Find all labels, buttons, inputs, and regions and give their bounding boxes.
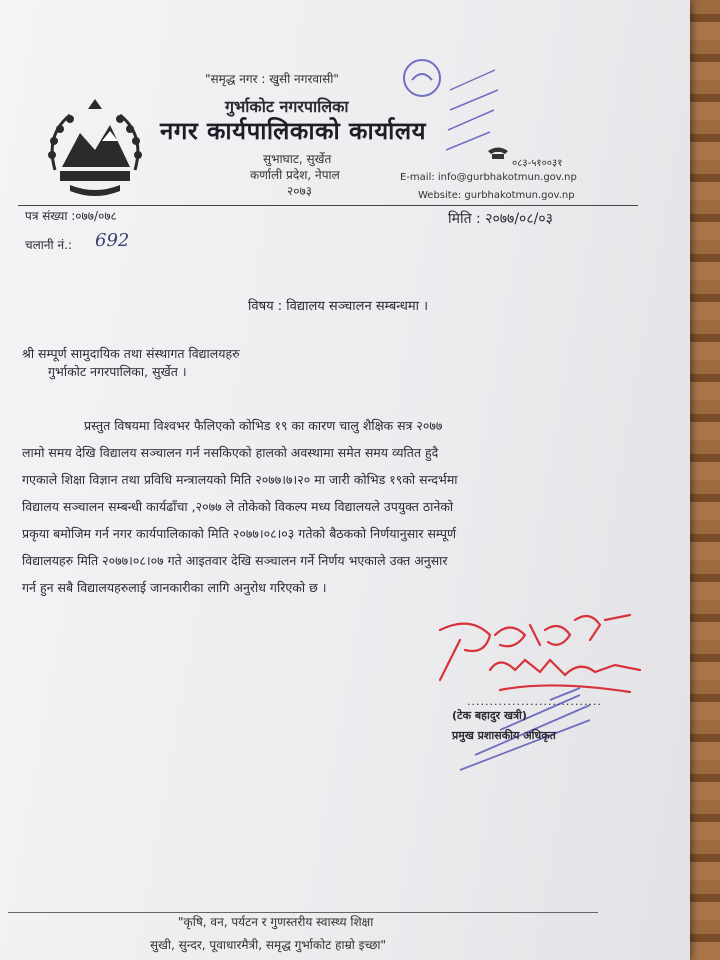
municipality-slogan: "समृद्ध नगर : खुसी नगरवासी": [205, 72, 339, 86]
address-line-1: सुभाघाट, सुर्खेत: [263, 152, 332, 166]
recipient-line-2: गुर्भाकोट नगरपालिका, सुर्खेत ।: [48, 364, 187, 379]
letter-body: [22, 412, 582, 601]
body-line: गर्न हुन सबै विद्यालयहरुलाई जानकारीका लागि अनुरोध गरिएको छ ।: [22, 580, 327, 595]
letter-reference-number: पत्र संख्या :०७७/०७८: [25, 209, 117, 223]
letter-subject: विषय : विद्यालय सञ्चालन सम्बन्धमा ।: [248, 299, 429, 314]
address-line-3: २०७३: [287, 184, 312, 198]
footer-slogan-line-2: सुखी, सुन्दर, पूवाधारमैत्री, समृद्ध गुर्भाकोट हाम्रो इच्छा": [150, 938, 387, 952]
recipient-line-1: श्री सम्पूर्ण सामुदायिक तथा संस्थागत विद्यालयहरु: [22, 346, 240, 361]
letter-date: मिति : २०७७/०८/०३: [448, 211, 553, 227]
footer-slogan-line-1: "कृषि, वन, पर्यटन र गुणस्तरीय स्वास्थ्य शिक्षा: [178, 915, 374, 929]
email-address: E-mail: info@gurbhakotmun.gov.np: [400, 172, 577, 183]
office-title: नगर कार्यपालिकाको कार्यालय: [160, 117, 427, 145]
dispatch-number-label: चलानी नं.:: [25, 238, 72, 252]
signatory-name: (टेक बहादुर खत्री): [452, 709, 527, 722]
municipality-stamp-top: [390, 50, 500, 170]
body-line: प्रकृया बमोजिम गर्न नगर कार्यपालिकाको मिति २०७७।०८।०३ गतेको बैठकको निर्णयानुसार सम्पूर्ण: [22, 526, 457, 541]
address-line-2: कर्णाली प्रदेश, नेपाल: [250, 168, 340, 182]
body-line: लामो समय देखि विद्यालय सञ्चालन गर्न नसकिएको हालको अवस्थामा समेत समय व्यतित हुदै: [22, 445, 439, 460]
phone-number: ०८३-५१००३१: [512, 158, 563, 169]
body-line: गएकाले शिक्षा विज्ञान तथा प्रविधि मन्त्रालयको मिति २०७७।७।२० मा जारी कोभिड १९को सन्दर्भमा: [22, 472, 458, 487]
header-divider: [18, 205, 638, 206]
phone-icon: [486, 146, 510, 160]
municipality-name: गुर्भाकोट नगरपालिका: [225, 97, 349, 116]
signatory-title: प्रमुख प्रशासकीय अधिकृत: [452, 729, 556, 742]
body-line: विद्यालयहरु मिति २०७७।०८।०७ गते आइतवार देखि सञ्चालन गर्ने निर्णय भएकाले उक्त अनुसार: [22, 553, 448, 568]
nepal-emblem-icon: [40, 95, 150, 205]
website-address: Website: gurbhakotmun.gov.np: [418, 190, 575, 201]
dispatch-number-handwritten: 692: [95, 230, 130, 251]
body-line: प्रस्तुत विषयमा विश्वभर फैलिएको कोभिड १९ का कारण चालु शैक्षिक सत्र २०७७: [84, 418, 443, 433]
signature-line: ..............................: [467, 695, 602, 708]
body-line: विद्यालय सञ्चालन सम्बन्धी कार्यढाँचा ,२०७७ ले तोकेको विकल्प मध्य विद्यालयले उपयुक्त ठानेको: [22, 499, 454, 514]
